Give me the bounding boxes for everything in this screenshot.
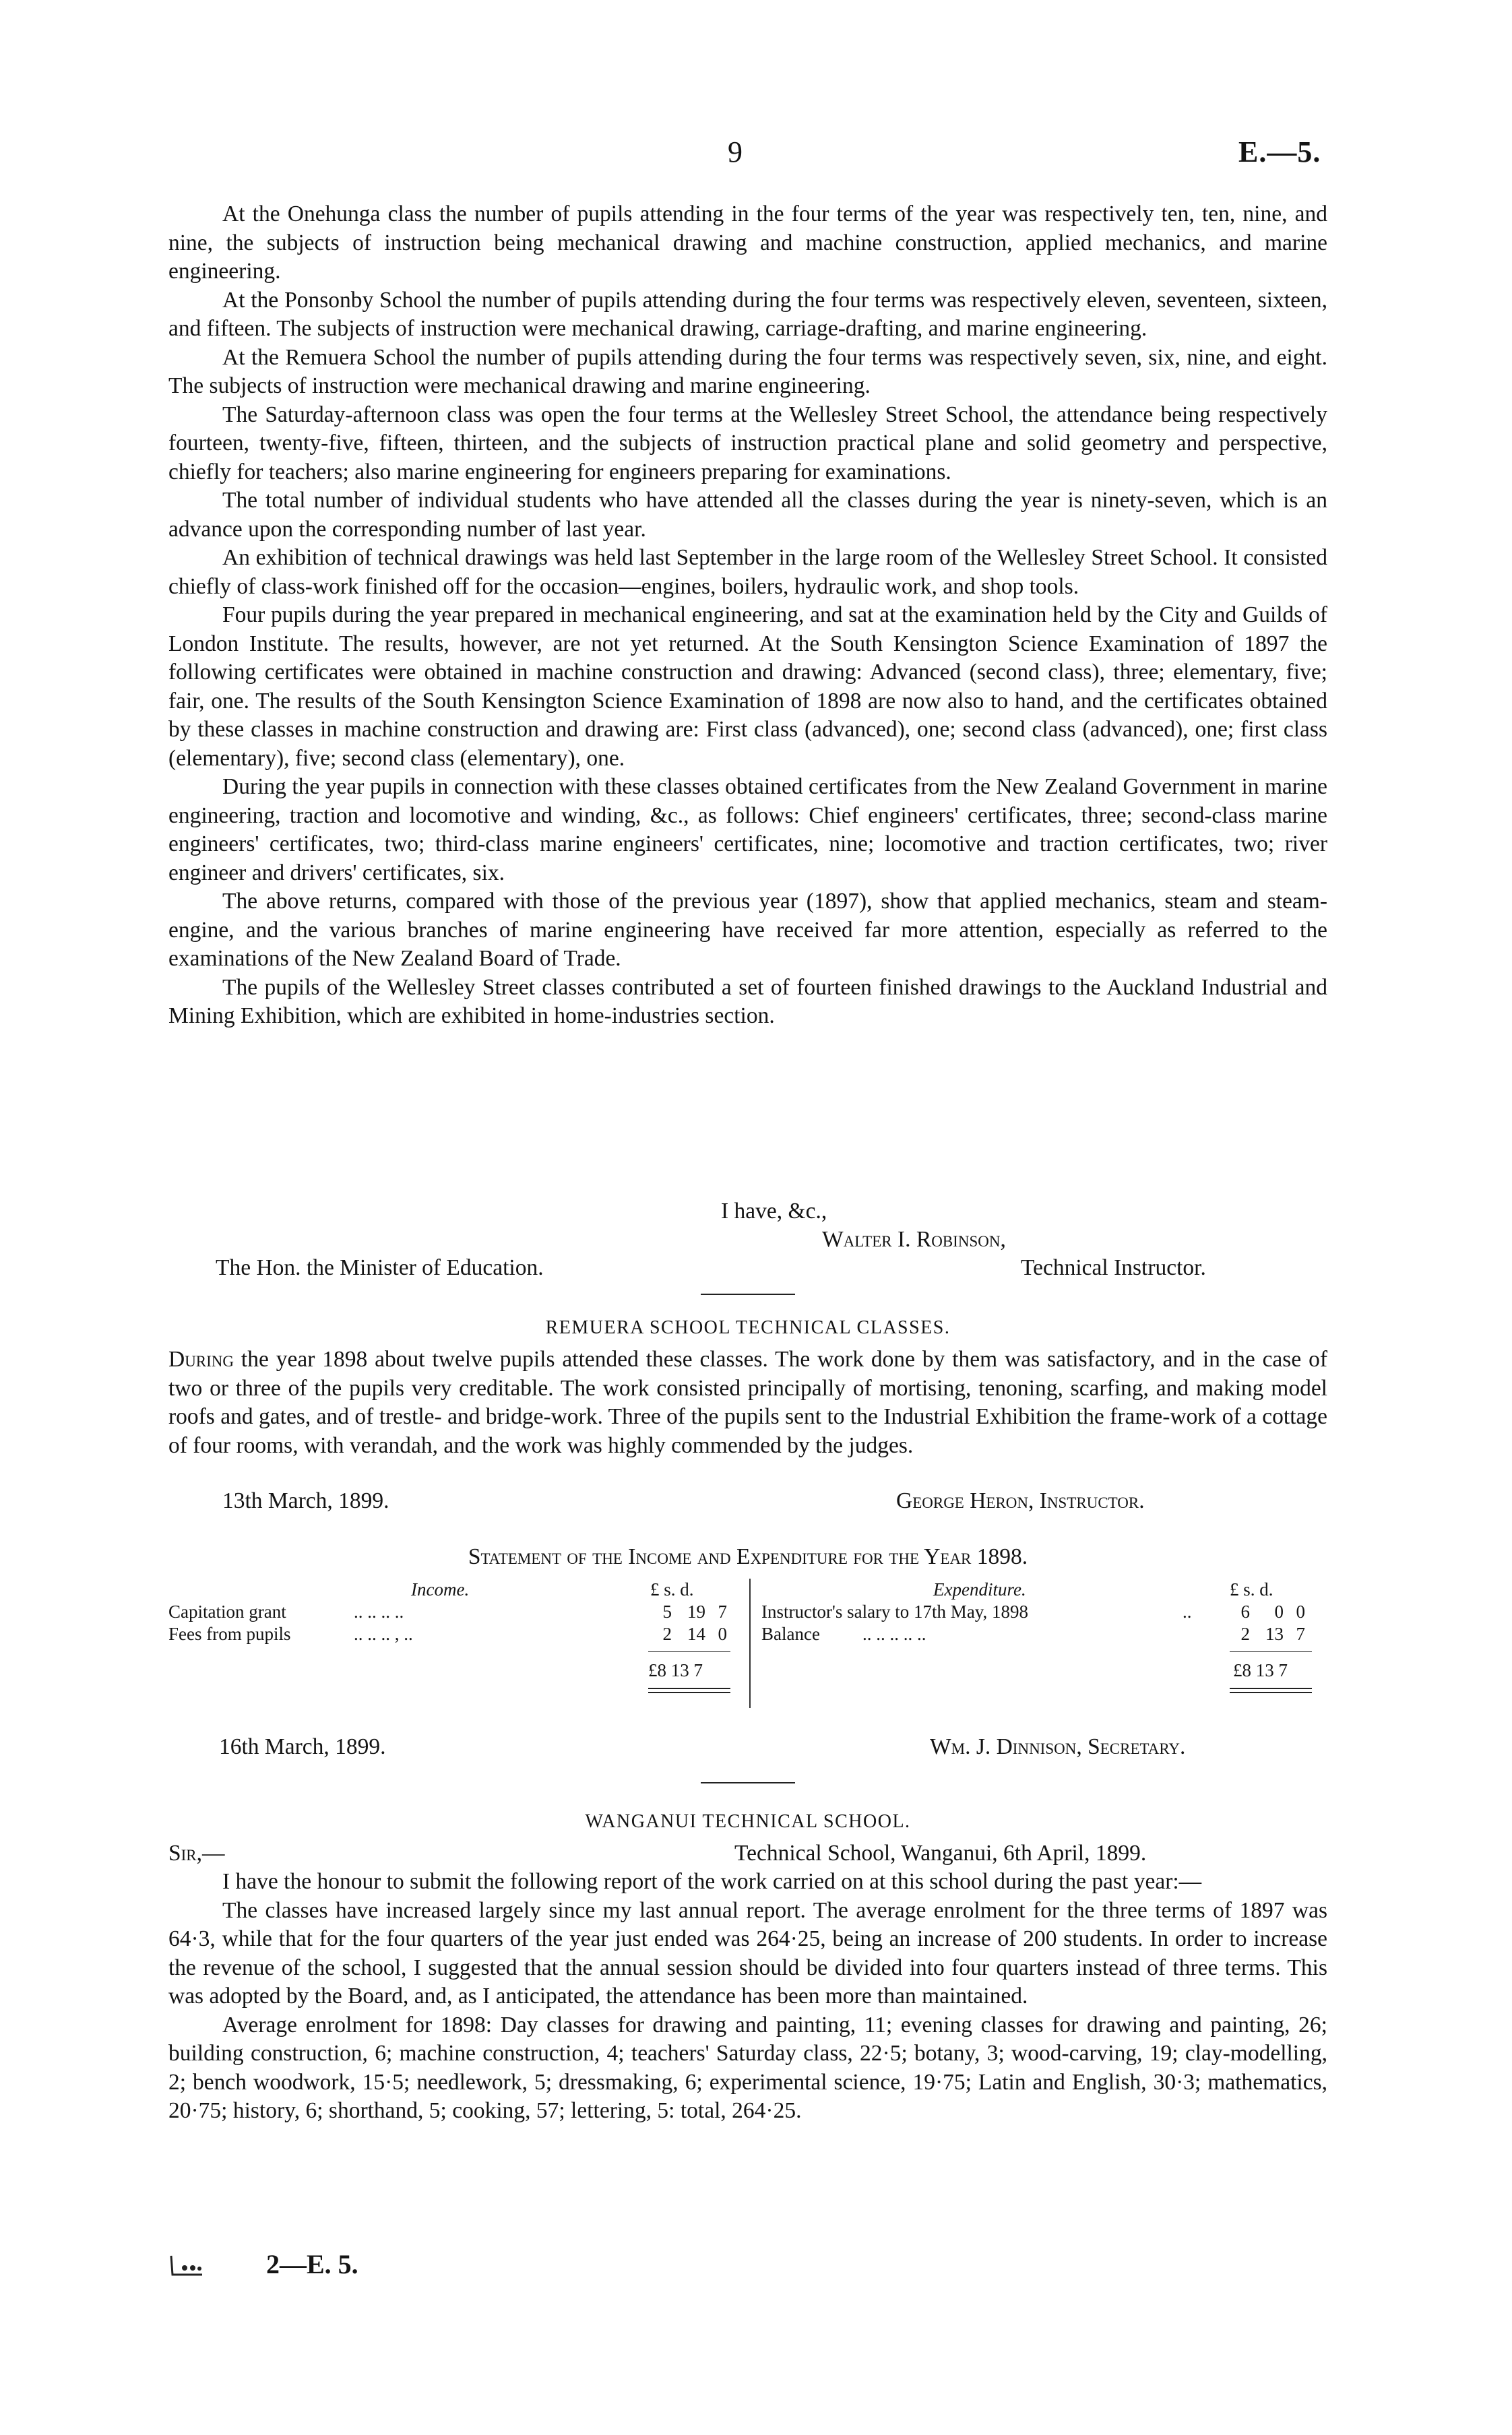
income-header: Income. [411,1579,470,1600]
income-total: £8 13 7 [648,1660,703,1680]
shillings: 19 [687,1602,705,1622]
paragraph: At the Remuera School the number of pupils attending during the four terms was respectively seven, six, nine, and eight. The subjects of instruction were mechanical drawing and marine engineering. [168,344,1327,398]
remuera-section-title: REMUERA SCHOOL TECHNICAL CLASSES. [545,1317,951,1338]
paragraph: I have the honour to submit the following report of the work carried on at this school during the past year:— [222,1869,1202,1894]
leader-dots: .. .. .. .. .. [862,1624,926,1644]
wanganui-section-title: WANGANUI TECHNICAL SCHOOL. [585,1811,911,1832]
paragraph: The above returns, compared with those of the previous year (1897), show that applied mechanics, steam and steam-engine, and the various branches of marine engineering have received far more attention, especially as referred to the examinations of the New Zealand Board of Trade. [168,889,1327,971]
signatory-name: Walter I. Robinson, [822,1227,1006,1252]
remuera-report-body [168,1346,1327,1460]
pence: 7 [1296,1624,1305,1644]
report-signature: George Heron, Instructor. [896,1488,1145,1513]
income-subtotal-rule [648,1651,730,1652]
income-label: Capitation grant [168,1602,286,1622]
report-date: 13th March, 1899. [222,1488,389,1513]
section-divider [701,1294,795,1295]
leader-dots: .. [1183,1602,1192,1622]
statement-signoff [168,1733,1327,1763]
page-number: 9 [728,135,743,168]
expenditure-label: Balance [761,1624,820,1644]
pounds: 2 [662,1624,672,1644]
income-expenditure-table [168,1579,1327,1713]
paragraph: The classes have increased largely since my last annual report. The average enrolment for the three terms of 1897 was 64·3, while that for the four quarters of the year just ended was 264·25, being an increase of 200 students. In order to increase the revenue of the school, I suggested that the annual session should be divided into four quarters instead of three terms. This was adopted by the Board, and, as I anticipated, the attendance has been more than maintained. [168,1897,1327,2009]
column-divider [749,1579,751,1708]
remuera-signoff [168,1487,1327,1517]
statement-date: 16th March, 1899. [219,1734,386,1759]
salutation: Sir,— [168,1841,225,1866]
leader-dots: .. .. .. .. [354,1602,404,1622]
statement-signature: Wm. J. Dinnison, Secretary. [930,1734,1186,1759]
page-header [0,135,1512,175]
pence: 7 [718,1602,727,1622]
expenditure-label: Instructor's salary to 17th May, 1898 [761,1602,1029,1622]
printer-mark-icon [168,2252,209,2279]
expenditure-row [761,1601,1327,1623]
footer-code: 2—E. 5. [266,2249,358,2279]
pounds: 2 [1240,1624,1250,1644]
pounds: 6 [1240,1602,1250,1622]
statement-title: Statement of the Income and Expenditure for the Year 1898. [468,1544,1028,1569]
paragraph: During the year pupils in connection with these classes obtained certificates from the New Zealand Government in marine engineering, traction and locomotive and winding, &c., as follows: Chief engineers' certificates, three; second-class marine engineers' certificates, two; third-class marine engineers' certificates, nine; locomotive and traction certificates, two; river engineer and drivers' certificates, six. [168,774,1327,885]
shillings: 14 [687,1624,705,1644]
expenditure-subtotal-rule [1230,1651,1312,1652]
income-label: Fees from pupils [168,1624,291,1644]
paragraph [168,1346,1327,1460]
remuera-text: the year 1898 about twelve pupils attended these classes. The work done by them was satisfactory, and in the case of two or three of the pupils very creditable. The work consisted principally of mortising, tenoning, scarfing, and making model roofs and gates, and of trestle- and bridge-work. Three of the pupils sent to the Industrial Exhibition the frame-work of a cottage of four rooms, with verandah, and the work was highly commended by the judges. [168,1347,1327,1458]
expenditure-header: Expenditure. [933,1579,1026,1600]
income-total-double-rule [648,1688,730,1693]
letter-closing [168,1197,1327,1285]
leader-dots: .. .. .. , .. [354,1624,413,1644]
wanganui-letter-heading [168,1839,1327,1869]
addressee: The Hon. the Minister of Education. [216,1255,544,1280]
document-code: E.—5. [1238,135,1321,168]
shillings: 13 [1265,1624,1284,1644]
paragraph: An exhibition of technical drawings was held last September in the large room of the Wellesley Street School. It consisted chiefly of class-work finished off for the occasion—engines, boilers, hydraulic work, and shop tools. [168,545,1327,599]
closing-text: I have, &c., [721,1199,827,1224]
shillings: 0 [1274,1602,1284,1622]
paragraph: At the Onehunga class the number of pupils attending in the four terms of the year was respectively ten, ten, nine, and nine, the subjects of instruction being mechanical drawing and machine construction, applied mechanics, and marine engineering. [168,201,1327,284]
income-row [168,1623,741,1645]
instructor-report-body [168,200,1327,1031]
paragraph: The Saturday-afternoon class was open the four terms at the Wellesley Street School, the attendance being respectively fourteen, twenty-five, fifteen, thirteen, and the subjects of instruction practical plane and solid geometry and perspective, chiefly for teachers; also marine engineering for engineers preparing for examinations. [168,402,1327,484]
pence: 0 [1296,1602,1305,1622]
expenditure-lsd-header: £ s. d. [1230,1579,1273,1600]
pence: 0 [718,1624,727,1644]
paragraph: The pupils of the Wellesley Street classes contributed a set of fourteen finished drawings to the Auckland Industrial and Mining Exhibition, which are exhibited in home-industries section. [168,974,1327,1028]
wanganui-report-body [168,1868,1327,2126]
expenditure-total-double-rule [1230,1688,1312,1693]
paragraph: Four pupils during the year prepared in mechanical engineering, and sat at the examination held by the City and Guilds of London Institute. The results, however, are not yet returned. At the South Kensington Science Examination of 1897 the following certificates were obtained in machine construction and drawing: Advanced (second class), three; elementary, five; fair, one. The results of the South Kensington Science Examination of 1898 are now also to hand, and the certificates obtained by these classes in machine construction and drawing are: First class (advanced), one; second class (advanced), one; first class (elementary), five; second class (elementary), one. [168,602,1327,771]
paragraph: Average enrolment for 1898: Day classes for drawing and painting, 11; evening classes for drawing and painting, 26; building construction, 6; machine construction, 4; teachers' Saturday class, 22·5; botany, 3; wood-carving, 19; clay-modelling, 2; bench woodwork, 15·5; needlework, 5; dressmaking, 6; experimental science, 19·75; Latin and English, 30·3; mathematics, 20·75; history, 6; shorthand, 5; cooking, 57; lettering, 5: total, 264·25. [168,2012,1327,2123]
income-lsd-header: £ s. d. [650,1579,694,1600]
lead-word: During [168,1347,234,1372]
expenditure-row [761,1623,1327,1645]
income-row [168,1601,741,1623]
expenditure-total: £8 13 7 [1233,1660,1288,1680]
letter-address: Technical School, Wanganui, 6th April, 1899. [734,1841,1147,1866]
signatory-title: Technical Instructor. [1021,1255,1206,1280]
paragraph: The total number of individual students who have attended all the classes during the year is ninety-seven, which is an advance upon the corresponding number of last year. [168,488,1327,542]
pounds: 5 [662,1602,672,1622]
section-divider [701,1782,795,1783]
paragraph: At the Ponsonby School the number of pupils attending during the four terms was respectively eleven, seventeen, sixteen, and fifteen. The subjects of instruction were mechanical drawing, carriage-drafting, and marine engineering. [168,287,1327,341]
